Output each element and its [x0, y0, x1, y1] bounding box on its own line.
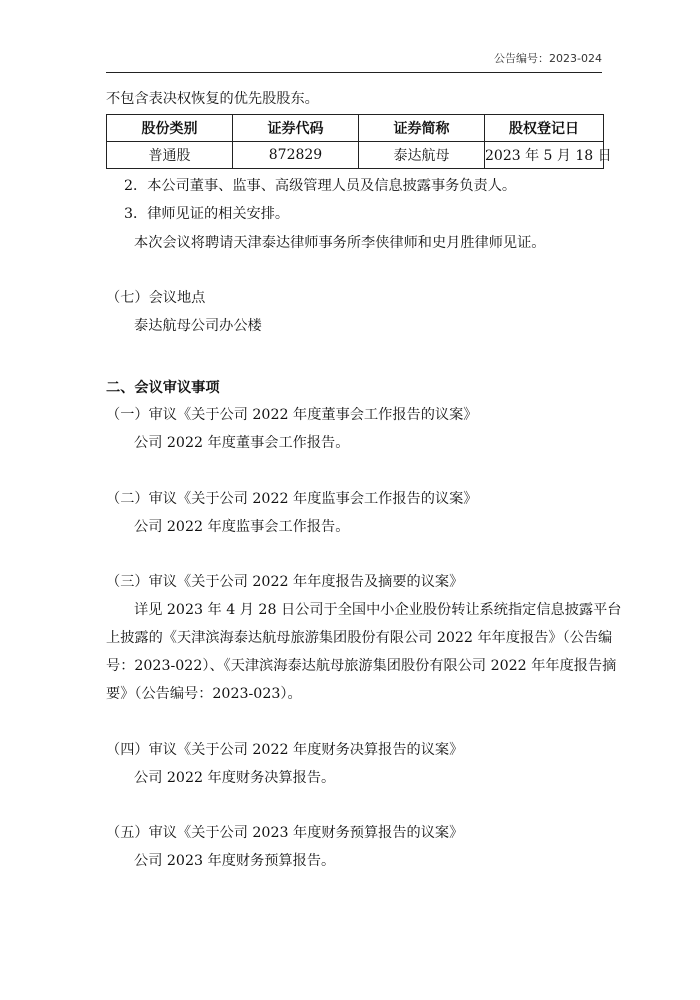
agenda-item-2-text: 公司 2022 年度监事会工作报告。: [134, 519, 350, 535]
column-header-record-date: 股权登记日: [485, 115, 604, 142]
agenda-item-3-line-3: 号：2023-022）、《天津滨海泰达航母旅游集团股份有限公司 2022 年年度报告摘: [106, 658, 617, 674]
agenda-item-4-text: 公司 2022 年度财务决算报告。: [134, 770, 336, 786]
attendee-item-3: 3．律师见证的相关安排。: [124, 206, 290, 222]
table-cell: 普通股: [107, 142, 233, 169]
share-info-table: [106, 114, 612, 169]
agenda-item-3-title: （三）审议《关于公司 2022 年年度报告及摘要的议案》: [106, 574, 464, 590]
attendee-item-2: 2．本公司董事、监事、高级管理人员及信息披露事务负责人。: [124, 178, 517, 194]
table-header-row: [107, 115, 604, 142]
agenda-item-5-text: 公司 2023 年度财务预算报告。: [134, 853, 336, 869]
agenda-item-4-title: （四）审议《关于公司 2022 年度财务决算报告的议案》: [106, 742, 464, 758]
agenda-item-1-title: （一）审议《关于公司 2022 年度董事会工作报告的议案》: [106, 407, 478, 423]
lawyer-note: 本次会议将聘请天津泰达律师事务所李侠律师和史月胜律师见证。: [134, 235, 546, 251]
venue-text: 泰达航母公司办公楼: [134, 318, 262, 334]
header-divider: [106, 72, 602, 73]
agenda-item-3-line-1: 详见 2023 年 4 月 28 日公司于全国中小企业股份转让系统指定信息披露平台: [134, 602, 622, 618]
agenda-item-1-text: 公司 2022 年度董事会工作报告。: [134, 435, 350, 451]
section-2-heading: 二、会议审议事项: [106, 380, 220, 396]
agenda-item-3-line-2: 上披露的《天津滨海泰达航母旅游集团股份有限公司 2022 年年度报告》（公告编: [106, 630, 613, 646]
table-cell: 2023 年 5 月 18 日: [485, 142, 604, 169]
table-cell: 泰达航母: [359, 142, 485, 169]
column-header-security-code: 证券代码: [233, 115, 359, 142]
table-row: [107, 142, 604, 169]
announcement-code: 公告编号：2023-024: [494, 52, 602, 65]
table-cell: 872829: [233, 142, 359, 169]
column-header-security-name: 证券简称: [359, 115, 485, 142]
intro-line: 不包含表决权恢复的优先股股东。: [106, 91, 319, 107]
column-header-share-class: 股份类别: [107, 115, 233, 142]
venue-heading: （七）会议地点: [106, 290, 206, 306]
agenda-item-5-title: （五）审议《关于公司 2023 年度财务预算报告的议案》: [106, 825, 464, 841]
agenda-item-3-line-4: 要》（公告编号：2023-023）。: [106, 686, 302, 702]
agenda-item-2-title: （二）审议《关于公司 2022 年度监事会工作报告的议案》: [106, 491, 478, 507]
